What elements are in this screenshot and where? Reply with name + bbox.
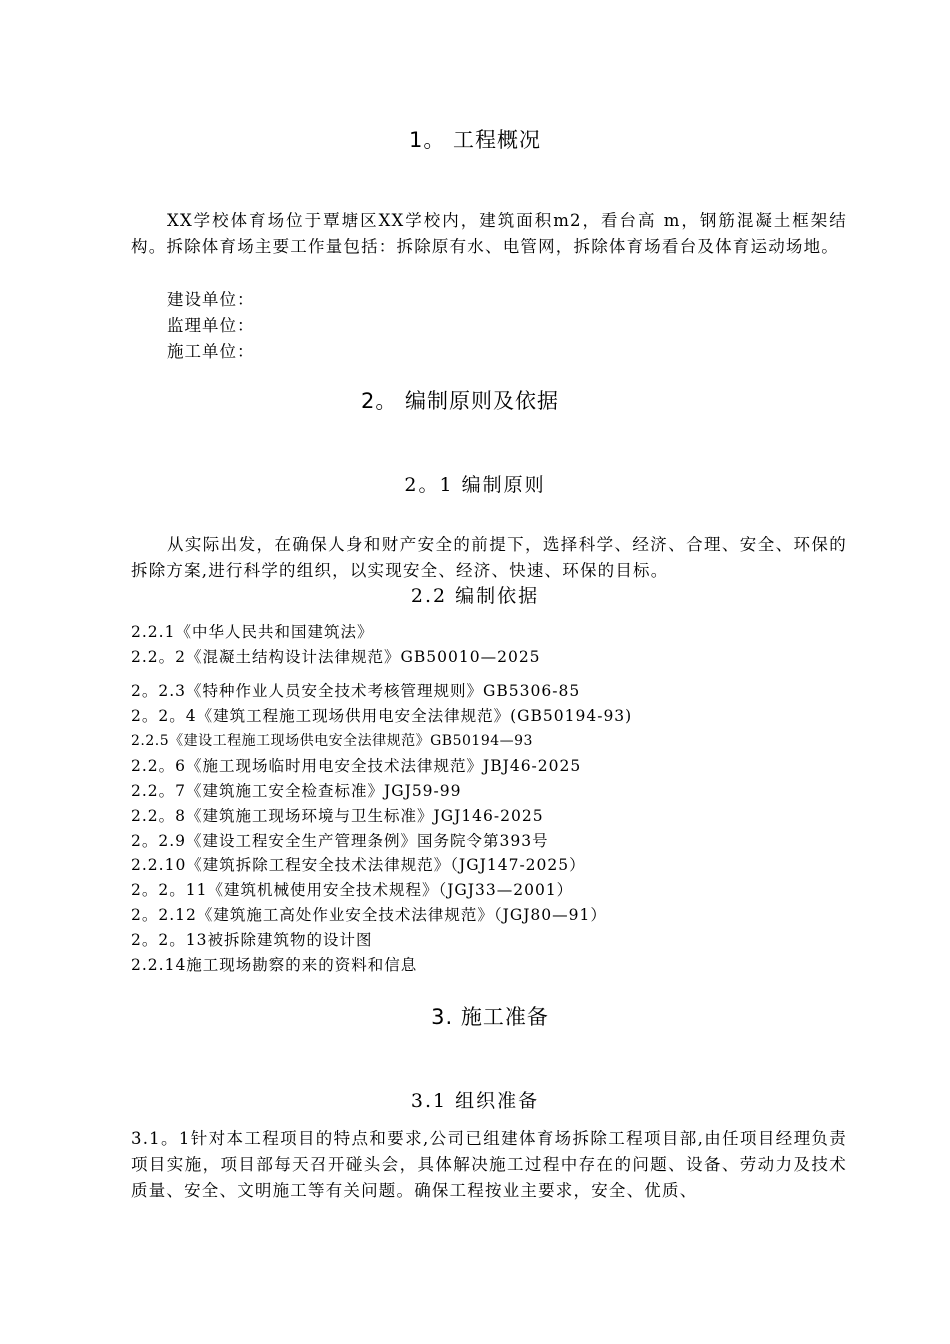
reference-item: 2.2。2《混凝土结构设计法律规范》GB50010—2025 [131, 648, 541, 666]
reference-item: 2.2。6《施工现场临时用电安全技术法律规范》JBJ46-2025 [131, 757, 582, 775]
section-1-title: 1。 工程概况 [408, 128, 542, 152]
section-2-1-paragraph: 从实际出发，在确保人身和财产安全的前提下，选择科学、经济、合理、安全、环保的拆除方案,进行科学的组织，以实现安全、经济、快速、环保的目标。 [131, 535, 847, 580]
reference-item: 2。2.12《建筑施工高处作业安全技术法律规范》（JGJ80—91） [131, 906, 607, 924]
reference-item: 2。2。13被拆除建筑物的设计图 [131, 931, 373, 949]
reference-item: 2.2。8《建筑施工现场环境与卫生标准》JGJ146-2025 [131, 807, 544, 825]
section-3-1-paragraph: 3.1。1针对本工程项目的特点和要求,公司已组建体育场拆除工程项目部,由任项目经理负责项目实施，项目部每天召开碰头会，具体解决施工过程中存在的问题、设备、劳动力及技术质量、安全、文明施工等有关问题。确保工程按业主要求，安全、优质、 [131, 1129, 847, 1200]
reference-item: 2。2。4《建筑工程施工现场供用电安全法律规范》(GB50194-93) [131, 707, 633, 725]
subsection-2-1-title: 2。1 编制原则 [404, 474, 546, 496]
reference-item: 2。2.9《建设工程安全生产管理条例》国务院令第393号 [131, 832, 549, 850]
unit-construction: 建设单位： [167, 290, 255, 309]
reference-item: 2.2.10《建筑拆除工程安全技术法律规范》（JGJ147-2025） [131, 856, 586, 874]
reference-item: 2.2.5《建设工程施工现场供电安全法律规范》GB50194—93 [131, 733, 533, 749]
section-1-paragraph: XX学校体育场位于覃塘区XX学校内，建筑面积m2，看台高 m，钢筋混凝土框架结构。拆除体育场主要工作量包括：拆除原有水、电管网，拆除体育场看台及体育运动场地。 [131, 211, 847, 256]
subsection-3-1-title: 3.1 组织准备 [410, 1090, 540, 1112]
reference-item: 2.2.14施工现场勘察的来的资料和信息 [131, 956, 418, 974]
section-2-title: 2。 编制原则及依据 [360, 389, 560, 413]
subsection-2-2-title: 2.2 编制依据 [410, 585, 540, 607]
reference-item: 2.2。7《建筑施工安全检查标准》JGJ59-99 [131, 782, 462, 800]
reference-item: 2。2。11《建筑机械使用安全技术规程》（JGJ33—2001） [131, 881, 574, 899]
reference-item: 2。2.3《特种作业人员安全技术考核管理规则》GB5306-85 [131, 682, 581, 700]
section-3-title: 3. 施工准备 [431, 1005, 549, 1029]
unit-supervision: 监理单位： [167, 316, 255, 335]
reference-item: 2.2.1《中华人民共和国建筑法》 [131, 623, 374, 641]
unit-contractor: 施工单位： [167, 342, 255, 361]
